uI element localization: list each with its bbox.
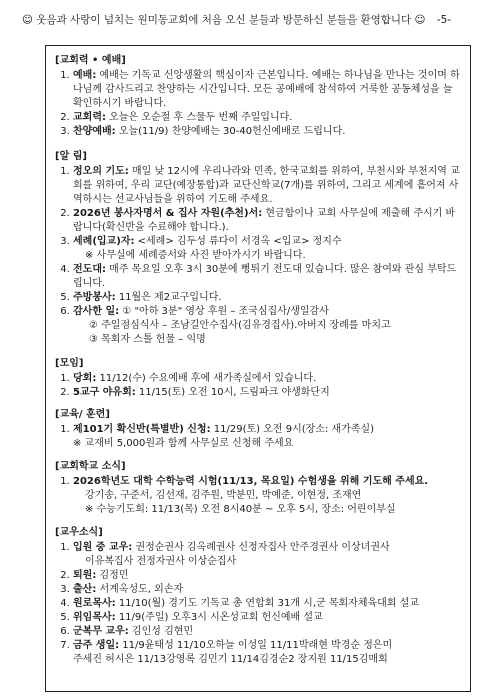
item-label: 2026학년도 대학 수학능력 시험(11/13, 목요일) 수험생을 위해 기도해 주세요. bbox=[73, 476, 429, 487]
item-label: 군복무 교우: bbox=[73, 626, 129, 637]
list-item bbox=[73, 291, 463, 305]
item-label: 찬양예배: bbox=[73, 126, 116, 137]
list-item bbox=[73, 475, 463, 517]
item-text: ① "아하 3분" 영상 후원 – 조국심집사/생일감사 bbox=[119, 306, 329, 317]
item-note: ※ 교재비 5,000원과 함께 사무실로 신청해 주세요 bbox=[73, 438, 294, 449]
item-label: 2026년 봉사자명서 & 집사 자원(추천)서: bbox=[73, 208, 263, 219]
list-item bbox=[73, 125, 463, 139]
item-text: 11/10(월) 경기도 기독교 총 연합회 31개 시,군 목회자체육대회 설교 bbox=[115, 598, 419, 609]
item-label: 정오의 기도: bbox=[73, 166, 129, 177]
item-note: ※ 수능기도회: 11/13(목) 오전 8시40분 ~ 오후 5시, 장소: 어린이부실 bbox=[85, 504, 396, 515]
item-sub: ③ 목회자 스톨 헌물 – 익명 bbox=[89, 334, 206, 345]
list-item bbox=[73, 569, 463, 583]
list-item bbox=[73, 305, 463, 347]
item-label: 출산: bbox=[73, 584, 97, 595]
section-church-school bbox=[55, 460, 463, 517]
section-title: [알 림] bbox=[55, 151, 87, 162]
section-title: [교육/ 훈련] bbox=[55, 409, 110, 420]
item-label: 전도대: bbox=[73, 264, 106, 275]
item-text: 예배는 기독교 신앙생활의 핵심이자 근본입니다. 예배는 하나님을 만나는 것이며 하나님께 감사드리고 찬양하는 시간입니다. 모든 공예배에 참석하여 거룩한 공동체성을 늘 확인하시기 바랍니다. bbox=[73, 70, 460, 109]
list-item bbox=[73, 372, 463, 386]
item-label: 위임목사: bbox=[73, 612, 116, 623]
section-notices bbox=[55, 150, 463, 347]
list-item bbox=[73, 165, 463, 207]
item-text: 권정순권사 김옥례권사 신정자집사 안주경권사 이상녀권사 bbox=[132, 542, 390, 553]
item-label: 교회력: bbox=[73, 112, 106, 123]
item-text: <세례> 김두성 류다이 서경옥 <입교> 정지수 bbox=[134, 236, 342, 247]
item-text: 11월은 제2교구입니다. bbox=[115, 292, 222, 303]
section-education bbox=[55, 408, 463, 451]
item-label: 5교구 야유회: bbox=[73, 387, 136, 398]
list-item bbox=[73, 207, 463, 235]
section-calendar bbox=[55, 54, 463, 139]
item-text: 11/15(토) 오전 10시, 드림파크 야생화단지 bbox=[135, 387, 330, 398]
list-item bbox=[73, 423, 463, 451]
list-item bbox=[73, 263, 463, 291]
list-item bbox=[73, 69, 463, 111]
student-names: 강기송, 구준서, 김선재, 김주원, 박분민, 박예준, 이현정, 조재연 bbox=[85, 490, 362, 501]
item-text: 11/12(수) 수요예배 후에 새가족실에서 있습니다. bbox=[96, 373, 317, 384]
item-note: ※ 사무실에 세례증서와 사진 받아가시기 바랍니다. bbox=[85, 250, 306, 261]
item-text: 11/9윤태성 11/10오하늘 이성일 11/11박래현 박경순 정은미 bbox=[119, 640, 393, 651]
list-item bbox=[73, 625, 463, 639]
item-label: 주방봉사: bbox=[73, 292, 116, 303]
item-text: 11/29(토) 오전 9시(장소: 새가족실) bbox=[210, 424, 375, 435]
list-item bbox=[73, 639, 463, 667]
item-text: 서계옥성도, 외손자 bbox=[96, 584, 184, 595]
section-member-news bbox=[55, 526, 463, 667]
item-label: 퇴원: bbox=[73, 570, 97, 581]
item-label: 원로목사: bbox=[73, 598, 116, 609]
item-label: 세례(입교)자: bbox=[73, 236, 135, 247]
section-meetings bbox=[55, 357, 463, 400]
section-title: [교회력 • 예배] bbox=[55, 55, 126, 66]
section-title: [모임] bbox=[55, 358, 84, 369]
list-item bbox=[73, 541, 463, 569]
item-label: 당회: bbox=[73, 373, 97, 384]
item-continuation: 이유복집사 전정자권사 이상순집사 bbox=[85, 556, 237, 567]
list-item bbox=[73, 597, 463, 611]
section-title: [교회학교 소식] bbox=[55, 461, 126, 472]
item-label: 제101기 확신반(특별반) 신청: bbox=[73, 424, 211, 435]
header-welcome-text: ☺ 웃음과 사랑이 넘치는 원미동교회에 처음 오신 분들과 방문하신 분들을 환영합니다 ☺ bbox=[22, 14, 426, 26]
item-sub: ② 주일점심식사 – 조남길안수집사(김유경집사).아버지 장례를 마치고 bbox=[89, 320, 391, 331]
item-label: 금주 생일: bbox=[73, 640, 120, 651]
list-item bbox=[73, 111, 463, 125]
list-item bbox=[73, 583, 463, 597]
item-text: 11/9(주일) 오후3시 시온성교회 헌신예배 설교 bbox=[115, 612, 323, 623]
list-item bbox=[73, 235, 463, 263]
item-text: 오늘(11/9) 찬양예배는 30-40헌신예배로 드립니다. bbox=[115, 126, 346, 137]
list-item bbox=[73, 386, 463, 400]
item-text: 오늘은 오순절 후 스물두 번째 주일입니다. bbox=[105, 112, 293, 123]
list-item bbox=[73, 611, 463, 625]
item-label: 감사한 일: bbox=[73, 306, 120, 317]
section-title: [교우소식] bbox=[55, 527, 103, 538]
item-text: 현금함이나 교회 사무실에 제출해 주시기 바랍니다(확신반을 수료해야 합니다.). bbox=[73, 208, 456, 233]
item-label: 입원 중 교우: bbox=[73, 542, 133, 553]
item-text: 김정민 bbox=[96, 570, 129, 581]
item-text: 매주 목요일 오후 3시 30분에 뻥튀기 전도대 있습니다. 많은 참여와 관심 부탁드립니다. bbox=[73, 264, 457, 289]
item-label: 예배: bbox=[73, 70, 97, 81]
page-header bbox=[22, 12, 484, 27]
page-number: -5- bbox=[436, 14, 452, 26]
item-continuation: 주세진 허시은 11/13강영록 김민기 11/14김경순2 장지원 11/15김매회 bbox=[73, 654, 388, 665]
item-text: 매일 낮 12시에 우리나라와 민족, 한국교회를 위하여, 부천시와 부천지역 교회를 위하여, 우리 교단(예장통합)과 교단신학교(7개)를 위하여, 그리고 세계에 흩어져 사역하시는 선교사님들을 위하여 기도해 주세요. bbox=[73, 166, 460, 205]
item-text: 김인성 김현민 bbox=[128, 626, 194, 637]
